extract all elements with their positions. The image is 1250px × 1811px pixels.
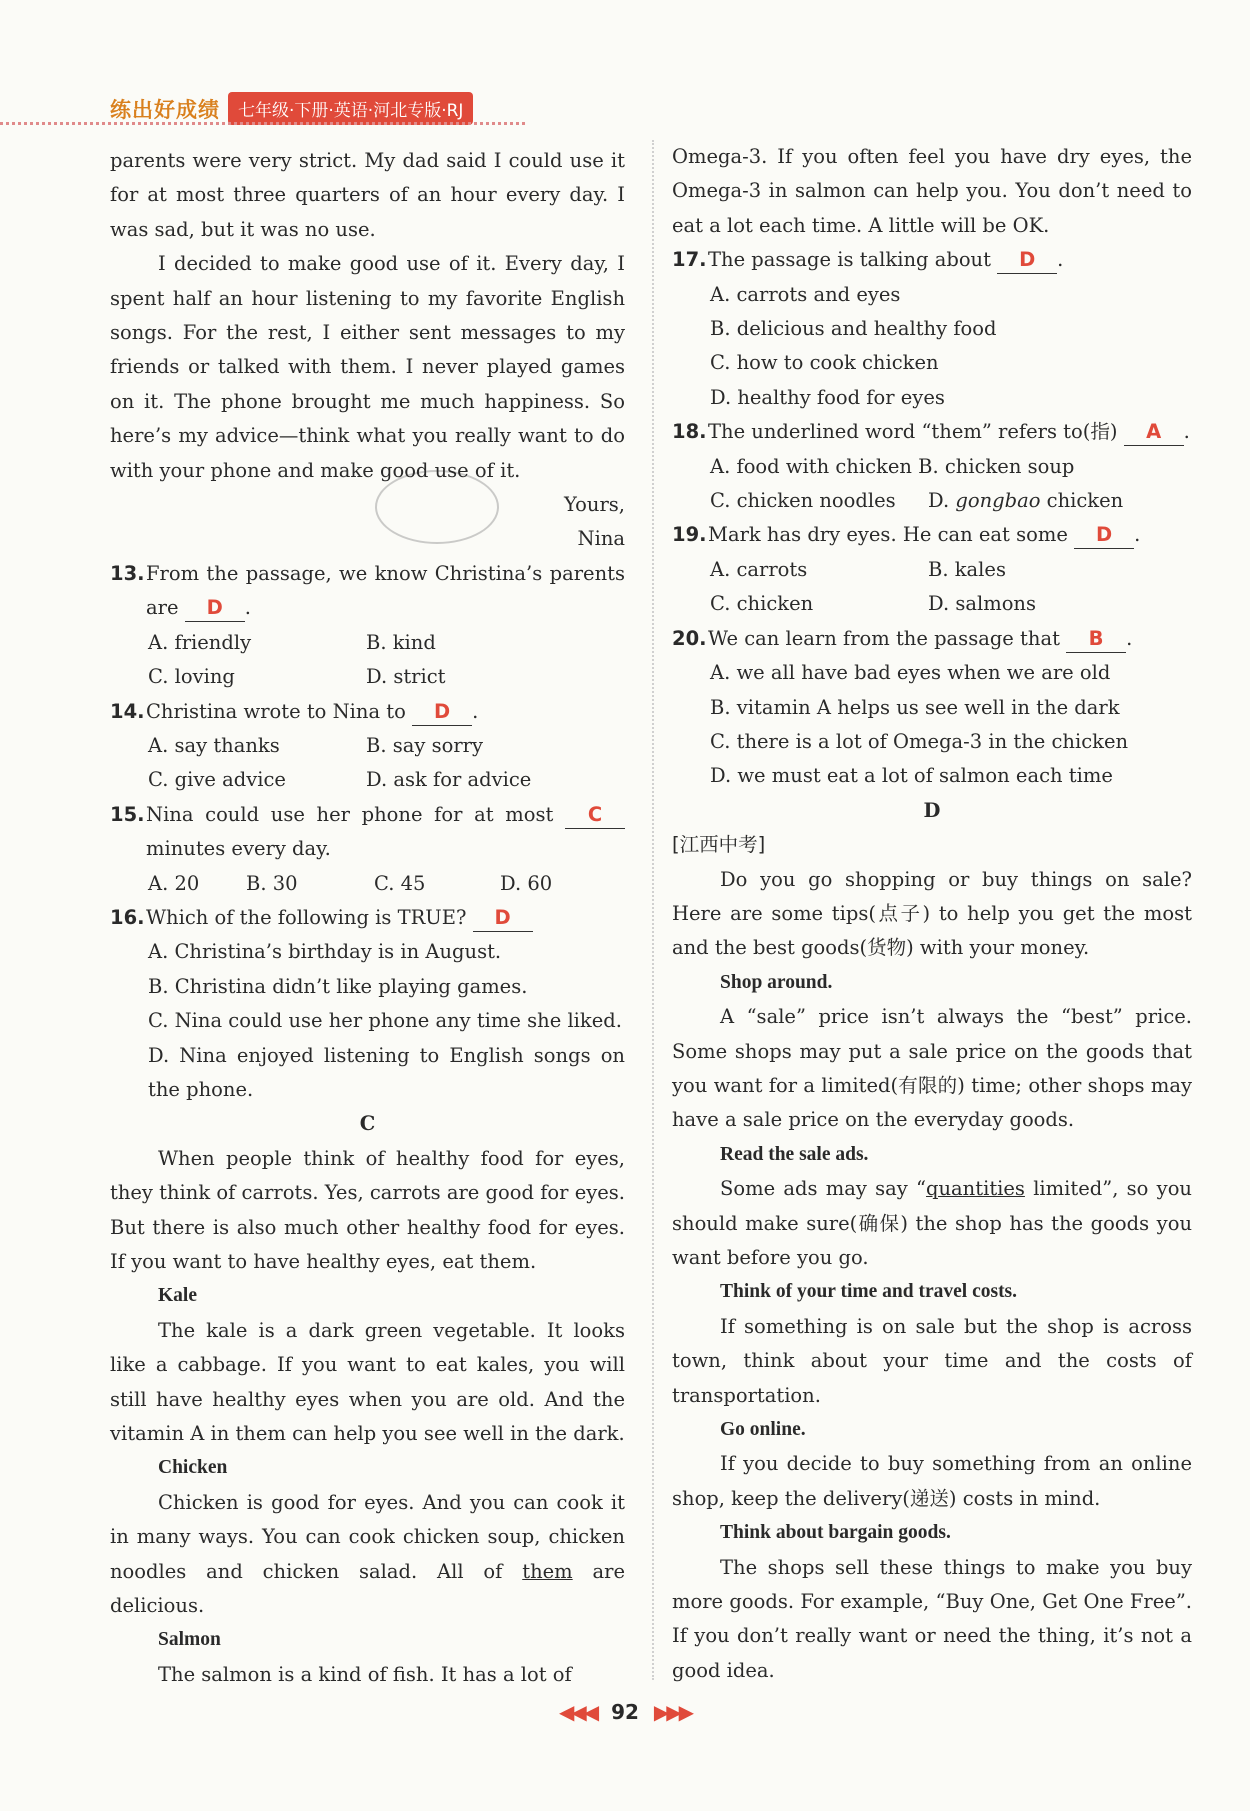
page-header	[110, 92, 473, 125]
options: A. say thanks B. say sorry	[148, 733, 483, 757]
option: D. Nina enjoyed listening to English songs on the phone.	[148, 1043, 625, 1101]
question-17: 17. The passage is talking about D .	[672, 243, 1192, 277]
section-heading: D	[923, 798, 941, 822]
source-tag: [江西中考]	[672, 833, 766, 857]
column-divider	[652, 140, 654, 1680]
answer-blank: D	[997, 247, 1057, 274]
option: D. healthy food for eyes	[710, 385, 945, 409]
option: A. we all have bad eyes when we are old	[710, 661, 1111, 685]
paragraph: The kale is a dark green vegetable. It looks like a cabbage. If you want to eat kales, you will still have healthy eyes when you are old. And the vitamin A in them can help you see well in the dark.	[110, 1318, 625, 1446]
option: C. how to cook chicken	[710, 351, 939, 375]
left-column	[110, 144, 625, 1692]
right-column	[672, 140, 1192, 1688]
series-title: 练出好成绩	[110, 97, 220, 122]
sub-heading: Kale	[158, 1285, 197, 1307]
paragraph: Do you go shopping or buy things on sale? Here are some tips(点子) to help you get the most and the best goods(货物) with your money.	[672, 867, 1192, 960]
paragraph: The salmon is a kind of fish. It has a lot of	[158, 1662, 572, 1686]
underlined-word: quantities	[926, 1177, 1025, 1201]
option: A. Christina’s birthday is in August.	[148, 940, 502, 964]
question-18: 18. The underlined word “them” refers to(指) A .	[672, 415, 1192, 449]
options: A. friendly B. kind	[148, 630, 436, 654]
question-15: 15. Nina could use her phone for at most C minutes every day.	[110, 798, 625, 867]
question-16: 16. Which of the following is TRUE? D	[110, 901, 625, 935]
paragraph: I decided to make good use of it. Every day, I spent half an hour listening to my favorite English songs. For the rest, I either sent messages to my friends or talked with them. I never played games on it. The phone brought me much happiness. So here’s my advice—think what you really want to do with your phone and make good use of it.	[110, 252, 625, 482]
sub-heading: Salmon	[158, 1629, 221, 1651]
options: C. chicken D. salmons	[710, 592, 1037, 616]
option: B. Christina didn’t like playing games.	[148, 974, 528, 998]
underlined-word: them	[522, 1559, 573, 1583]
question-13: 13. From the passage, we know Christina’s parents are D .	[110, 557, 625, 626]
options: C. loving D. strict	[148, 665, 446, 689]
option: A. carrots and eyes	[710, 282, 901, 306]
section-heading: C	[359, 1112, 376, 1136]
paragraph: Omega-3. If you often feel you have dry eyes, the Omega-3 in salmon can help you. You don’t need to eat a lot each time. A little will be OK.	[672, 145, 1192, 237]
book-badge: 七年级·下册·英语·河北专版·RJ	[228, 92, 473, 125]
sub-heading: Chicken	[158, 1457, 228, 1479]
paragraph: If you decide to buy something from an online shop, keep the delivery(递送) costs in mind.	[672, 1452, 1192, 1510]
options: C. chicken noodles D. gongbao chicken	[710, 489, 1124, 513]
sub-heading: Read the sale ads.	[720, 1143, 869, 1165]
option: B. vitamin A helps us see well in the dark	[710, 695, 1120, 719]
answer-blank: D	[1074, 522, 1134, 549]
arrow-right-icon: ▶▶▶	[653, 1700, 692, 1724]
options: A. 20 B. 30 C. 45 D. 60	[148, 871, 553, 895]
option: C. Nina could use her phone any time she liked.	[148, 1009, 622, 1033]
options: C. give advice D. ask for advice	[148, 768, 532, 792]
question-20: 20. We can learn from the passage that B .	[672, 622, 1192, 656]
option: B. delicious and healthy food	[710, 317, 997, 341]
signature: Nina	[577, 527, 625, 551]
question-19: 19. Mark has dry eyes. He can eat some D .	[672, 518, 1192, 552]
page-number: ◀◀◀ 92 ▶▶▶	[558, 1700, 692, 1724]
arrow-left-icon: ◀◀◀	[558, 1700, 597, 1724]
answer-blank: B	[1066, 626, 1126, 653]
paragraph: Some ads may say “quantities limited”, so you should make sure(确保) the shop has the goods you want before you go.	[672, 1177, 1192, 1269]
answer-blank: A	[1124, 419, 1184, 446]
answer-blank: D	[412, 699, 472, 726]
closing: Yours,	[563, 493, 625, 517]
answer-blank: D	[185, 595, 245, 622]
options: A. carrots B. kales	[710, 557, 1006, 581]
sub-heading: Think about bargain goods.	[720, 1522, 951, 1544]
answer-blank: C	[565, 802, 625, 829]
paragraph: Chicken is good for eyes. And you can cook it in many ways. You can cook chicken soup, chicken noodles and chicken salad. All of them are delicious.	[110, 1490, 626, 1618]
sub-heading: Shop around.	[720, 971, 833, 993]
sub-heading: Go online.	[720, 1419, 806, 1441]
option: D. we must eat a lot of salmon each time	[710, 764, 1113, 788]
option: C. there is a lot of Omega-3 in the chicken	[710, 729, 1129, 753]
answer-blank: D	[473, 905, 533, 932]
sub-heading: Think of your time and travel costs.	[720, 1281, 1018, 1303]
paragraph: A “sale” price isn’t always the “best” price. Some shops may put a sale price on the goods that you want for a limited(有限的) time; other shops may have a sale price on the everyday goods.	[672, 1005, 1192, 1132]
option: A. food with chicken B. chicken soup	[710, 454, 1075, 478]
question-14: 14. Christina wrote to Nina to D .	[110, 695, 625, 729]
paragraph: When people think of healthy food for eyes, they think of carrots. Yes, carrots are good for eyes. But there is also much other healthy food for eyes. If you want to have healthy eyes, eat them.	[110, 1146, 625, 1273]
paragraph: The shops sell these things to make you buy more goods. For example, “Buy One, Get One Free”. If you don’t really want or need the thing, it’s not a good idea.	[672, 1555, 1192, 1682]
paragraph: parents were very strict. My dad said I could use it for at most three quarters of an hour every day. I was sad, but it was no use.	[110, 149, 625, 241]
paragraph: If something is on sale but the shop is across town, think about your time and the costs of transportation.	[672, 1314, 1192, 1407]
header-divider	[0, 122, 525, 125]
